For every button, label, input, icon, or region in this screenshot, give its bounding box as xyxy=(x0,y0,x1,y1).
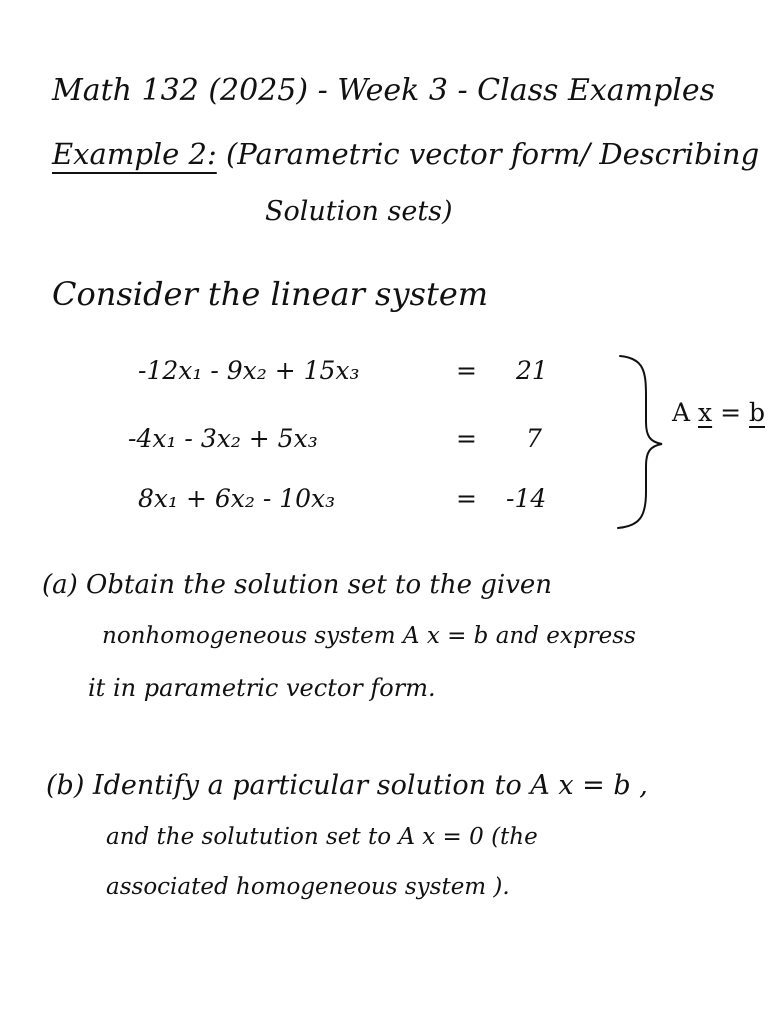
equation-lhs: 8x₁ + 6x₂ - 10x₃ xyxy=(138,484,336,513)
equation-lhs: -12x₁ - 9x₂ + 15x₃ xyxy=(138,356,360,385)
page-title: Math 132 (2025) - Week 3 - Class Examples xyxy=(52,73,716,108)
equation-lhs: -4x₁ - 3x₂ + 5x₃ xyxy=(128,424,318,453)
vector-x: x xyxy=(698,398,713,427)
part-b-line-1: (b) Identify a particular solution to A x = b , xyxy=(46,770,648,801)
part-b-line-3: associated homogeneous system ). xyxy=(106,874,510,900)
example-label: Example 2: xyxy=(52,137,217,171)
example-heading xyxy=(52,137,760,171)
equals-sign: = xyxy=(720,398,742,427)
right-brace-icon xyxy=(610,352,670,532)
equation-row xyxy=(128,424,542,453)
equals-sign: = xyxy=(456,424,477,453)
example-topic: (Parametric vector form/ Describing xyxy=(225,137,760,171)
part-b-line-2: and the solutution set to A x = 0 (the xyxy=(106,824,538,850)
part-a-line-3: it in parametric vector form. xyxy=(88,674,436,702)
matrix-a: A xyxy=(672,398,691,427)
vector-b: b xyxy=(748,398,765,427)
example-topic-continued: Solution sets) xyxy=(265,196,453,227)
equation-rhs: 21 xyxy=(516,356,548,385)
equation-row xyxy=(138,484,547,513)
equals-sign: = xyxy=(456,356,477,385)
equation-row xyxy=(138,356,548,385)
part-a-line-1: (a) Obtain the solution set to the given xyxy=(42,570,553,600)
part-a-line-2: nonhomogeneous system A x = b and express xyxy=(102,623,636,649)
equals-sign: = xyxy=(456,484,477,513)
system-label xyxy=(672,398,765,427)
equation-rhs: -14 xyxy=(506,484,547,513)
intro-text: Consider the linear system xyxy=(52,275,489,313)
linear-system xyxy=(128,356,658,526)
equation-rhs: 7 xyxy=(526,424,542,453)
